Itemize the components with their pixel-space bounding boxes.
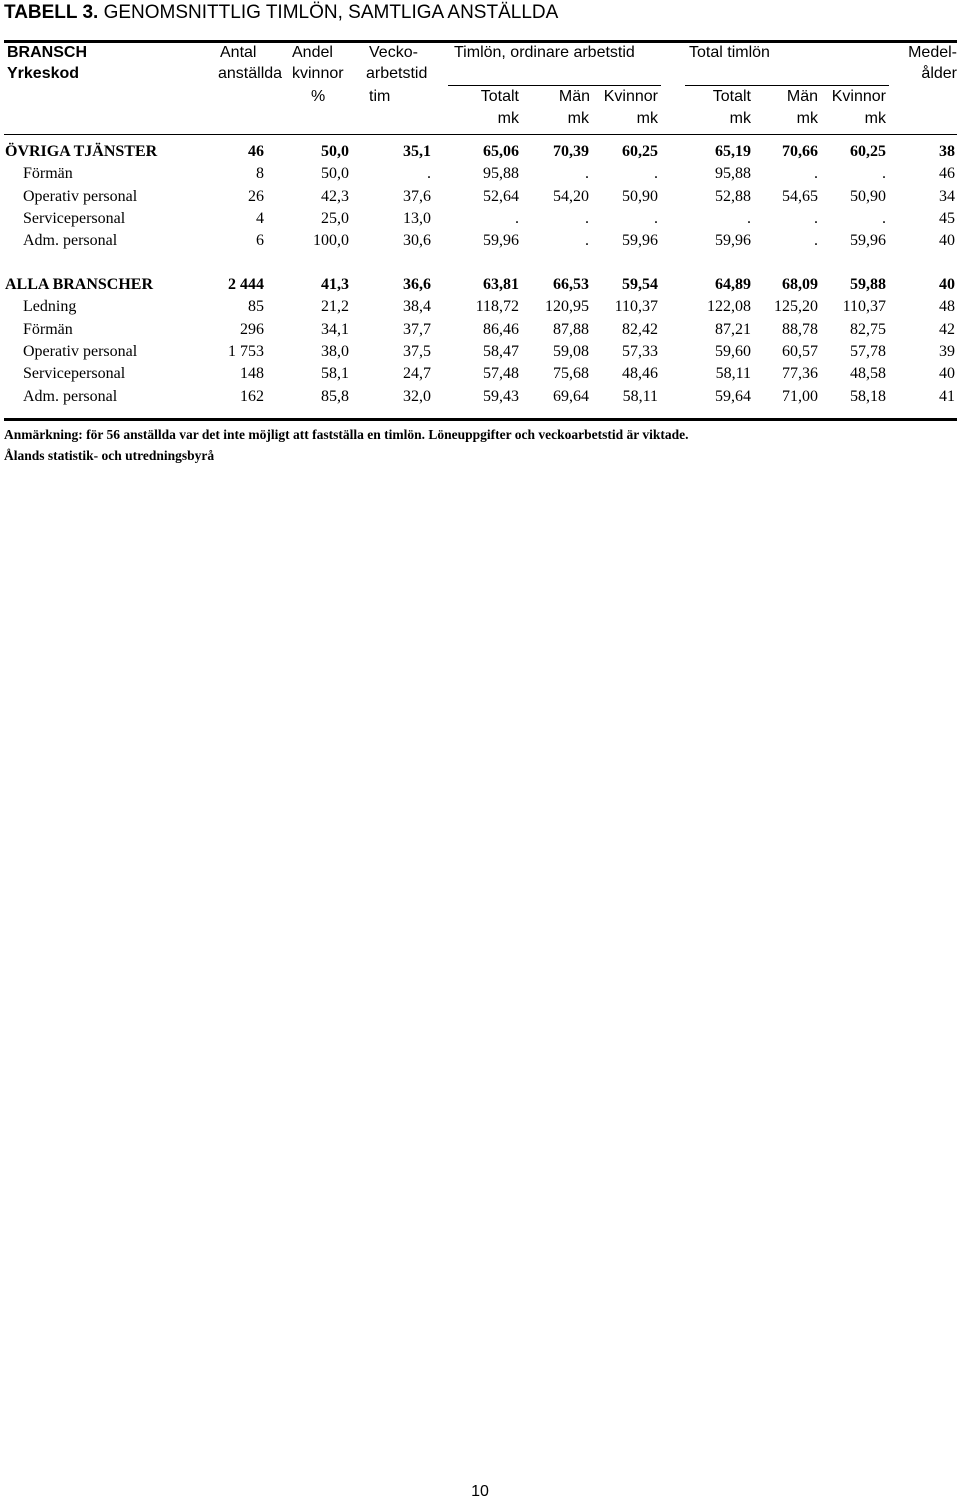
row-label: Servicepersonal <box>23 209 126 227</box>
table-cell: 38,4 <box>403 298 431 316</box>
table-cell: 6 <box>256 232 264 250</box>
table-cell: 63,81 <box>483 276 519 293</box>
header-timlon-ordinarie: Timlön, ordinare arbetstid <box>454 44 635 61</box>
subheader-ord-totalt: Totalt <box>480 88 519 105</box>
table-cell: 30,6 <box>403 232 431 250</box>
table-cell: 59,96 <box>850 232 886 250</box>
table-cell: 46 <box>248 143 264 160</box>
table-cell: 60,25 <box>850 143 886 160</box>
table-cell: 110,37 <box>842 298 886 316</box>
header-tim-unit: tim <box>369 88 391 105</box>
table-cell: 57,33 <box>622 342 658 360</box>
table-cell: . <box>814 209 818 227</box>
table-cell: 70,39 <box>553 143 589 160</box>
subheader-tot-kvinnor: Kvinnor <box>831 88 886 105</box>
row-label: Ledning <box>23 298 77 316</box>
table-cell: 58,18 <box>850 387 886 405</box>
table-cell: . <box>654 209 658 227</box>
table-cell: 37,7 <box>403 320 431 338</box>
table-cell: 85 <box>248 298 264 316</box>
table-cell: 65,19 <box>715 143 751 160</box>
table-cell: 87,88 <box>553 320 589 338</box>
table-cell: 40 <box>939 365 955 383</box>
header-arbetstid: arbetstid <box>366 65 428 82</box>
table-cell: 50,0 <box>321 143 349 160</box>
header-vecko: Vecko- <box>369 44 418 61</box>
table-cell: 120,95 <box>545 298 589 316</box>
table-cell: 1 753 <box>228 342 264 360</box>
table-cell: 25,0 <box>321 209 349 227</box>
table-cell: 59,96 <box>622 232 658 250</box>
table-cell: 4 <box>256 209 264 227</box>
table-cell: 59,54 <box>622 276 658 293</box>
row-label: Adm. personal <box>23 232 118 250</box>
table-cell: 69,64 <box>553 387 589 405</box>
table-cell: 54,65 <box>782 187 818 205</box>
table-cell: 95,88 <box>715 165 751 183</box>
table-cell: 59,08 <box>553 342 589 360</box>
table-cell: 46 <box>939 165 955 183</box>
table-cell: 8 <box>256 165 264 183</box>
row-label: Operativ personal <box>23 187 138 205</box>
table-cell: 37,5 <box>403 342 431 360</box>
table-cell: 54,20 <box>553 187 589 205</box>
table-cell: 34,1 <box>321 320 349 338</box>
header-kvinnor-share: kvinnor <box>292 65 344 82</box>
table-cell: 58,11 <box>622 387 658 405</box>
table-cell: 88,78 <box>782 320 818 338</box>
table-cell: 87,21 <box>715 320 751 338</box>
table-cell: 86,46 <box>483 320 519 338</box>
table-cell: 85,8 <box>321 387 349 405</box>
table-title <box>4 2 558 24</box>
table-cell: 52,64 <box>483 187 519 205</box>
unit-mk: mk <box>864 110 886 127</box>
header-total-timlon: Total timlön <box>689 44 770 61</box>
unit-mk: mk <box>497 110 519 127</box>
table-cell: 59,64 <box>715 387 751 405</box>
table-cell: 82,75 <box>850 320 886 338</box>
table-cell: 50,90 <box>850 187 886 205</box>
table-cell: 42 <box>939 320 955 338</box>
table-cell: 60,57 <box>782 342 818 360</box>
header-rule <box>4 134 957 135</box>
header-bransch: BRANSCH <box>7 44 87 61</box>
row-label: Servicepersonal <box>23 365 126 383</box>
table-cell: 82,42 <box>622 320 658 338</box>
table-cell: 64,89 <box>715 276 751 293</box>
table-cell: 110,37 <box>614 298 658 316</box>
table-cell: 48,58 <box>850 365 886 383</box>
row-label: Förmän <box>23 320 73 338</box>
table-cell: 50,90 <box>622 187 658 205</box>
table-cell: 24,7 <box>403 365 431 383</box>
header-percent-unit: % <box>311 88 326 105</box>
header-anstallda: anställda <box>218 65 283 82</box>
source-note: Ålands statistik- och utredningsbyrå <box>4 448 215 463</box>
table-title-text: GENOMSNITTLIG TIMLÖN, SAMTLIGA ANSTÄLLDA <box>103 2 559 23</box>
table-cell: 57,48 <box>483 365 519 383</box>
table-cell: 70,66 <box>782 143 818 160</box>
subheader-ord-man: Män <box>558 88 590 105</box>
table-cell: 40 <box>939 232 955 250</box>
table-cell: 68,09 <box>782 276 818 293</box>
table-cell: 148 <box>240 365 264 383</box>
table-cell: 58,47 <box>483 342 519 360</box>
table-cell: 48 <box>939 298 955 316</box>
row-label: ALLA BRANSCHER <box>5 276 154 293</box>
row-label: Operativ personal <box>23 342 138 360</box>
table-cell: 57,78 <box>850 342 886 360</box>
table-cell: 296 <box>240 320 264 338</box>
table-cell: . <box>585 165 589 183</box>
table-cell: 2 444 <box>228 276 264 293</box>
table-cell: 66,53 <box>553 276 589 293</box>
table-cell: 39 <box>939 342 955 360</box>
table-cell: 40 <box>939 276 955 293</box>
bottom-rule <box>4 418 957 421</box>
table-cell: . <box>654 165 658 183</box>
table-cell: 36,6 <box>403 276 431 293</box>
table-cell: 41 <box>939 387 955 405</box>
table-cell: 52,88 <box>715 187 751 205</box>
table-cell: 60,25 <box>622 143 658 160</box>
table-cell: 58,11 <box>715 365 751 383</box>
table-cell: 45 <box>939 209 955 227</box>
table-cell: 95,88 <box>483 165 519 183</box>
table-cell: 35,1 <box>403 143 431 160</box>
footnote: Anmärkning: för 56 anställda var det inte möjligt att fastställa en timlön. Löneuppgifter och veckoarbetstid är viktade. <box>4 427 689 442</box>
table-cell: 59,96 <box>483 232 519 250</box>
header-antal: Antal <box>220 44 257 61</box>
subheader-tot-totalt: Totalt <box>712 88 751 105</box>
table-cell: 59,96 <box>715 232 751 250</box>
header-alder: ålder <box>921 65 957 82</box>
table-cell: 100,0 <box>313 232 349 250</box>
subheader-tot-man: Män <box>786 88 818 105</box>
table-cell: 41,3 <box>321 276 349 293</box>
table-cell: . <box>585 232 589 250</box>
table-cell: 21,2 <box>321 298 349 316</box>
unit-mk: mk <box>796 110 818 127</box>
group-rule-total <box>685 85 889 86</box>
table-cell: 122,08 <box>707 298 751 316</box>
table-cell: 77,36 <box>782 365 818 383</box>
unit-mk: mk <box>636 110 658 127</box>
table-cell: 71,00 <box>782 387 818 405</box>
table-cell: . <box>585 209 589 227</box>
table-cell: 42,3 <box>321 187 349 205</box>
table-cell: 38 <box>939 143 955 160</box>
table-cell: 34 <box>939 187 955 205</box>
header-yrkeskod: Yrkeskod <box>7 65 80 82</box>
group-rule-ordinarie <box>448 85 661 86</box>
table-cell: . <box>814 165 818 183</box>
row-label: Adm. personal <box>23 387 118 405</box>
table-cell: 13,0 <box>403 209 431 227</box>
table-cell: . <box>747 209 751 227</box>
unit-mk: mk <box>567 110 589 127</box>
page-number: 10 <box>471 1483 489 1500</box>
table-cell: 75,68 <box>553 365 589 383</box>
table-cell: 37,6 <box>403 187 431 205</box>
table-cell: 125,20 <box>774 298 818 316</box>
table-cell: 32,0 <box>403 387 431 405</box>
table-number: TABELL 3. <box>4 2 99 23</box>
table-cell: 59,43 <box>483 387 519 405</box>
table-cell: 118,72 <box>475 298 519 316</box>
table-cell: 58,1 <box>321 365 349 383</box>
table-cell: 59,88 <box>850 276 886 293</box>
table-cell: 38,0 <box>321 342 349 360</box>
table-cell: . <box>882 165 886 183</box>
row-label: Förmän <box>23 165 73 183</box>
table-cell: 65,06 <box>483 143 519 160</box>
unit-mk: mk <box>729 110 751 127</box>
row-label: ÖVRIGA TJÄNSTER <box>5 143 158 160</box>
table-cell: . <box>427 165 431 183</box>
table-cell: . <box>814 232 818 250</box>
table-cell: . <box>882 209 886 227</box>
table-cell: 59,60 <box>715 342 751 360</box>
subheader-ord-kvinnor: Kvinnor <box>603 88 658 105</box>
header-andel: Andel <box>292 44 333 61</box>
header-medel: Medel- <box>908 44 957 61</box>
table-cell: 50,0 <box>321 165 349 183</box>
table-cell: 26 <box>248 187 264 205</box>
table-cell: . <box>515 209 519 227</box>
top-rule <box>4 40 957 43</box>
table-cell: 48,46 <box>622 365 658 383</box>
table-cell: 162 <box>240 387 264 405</box>
